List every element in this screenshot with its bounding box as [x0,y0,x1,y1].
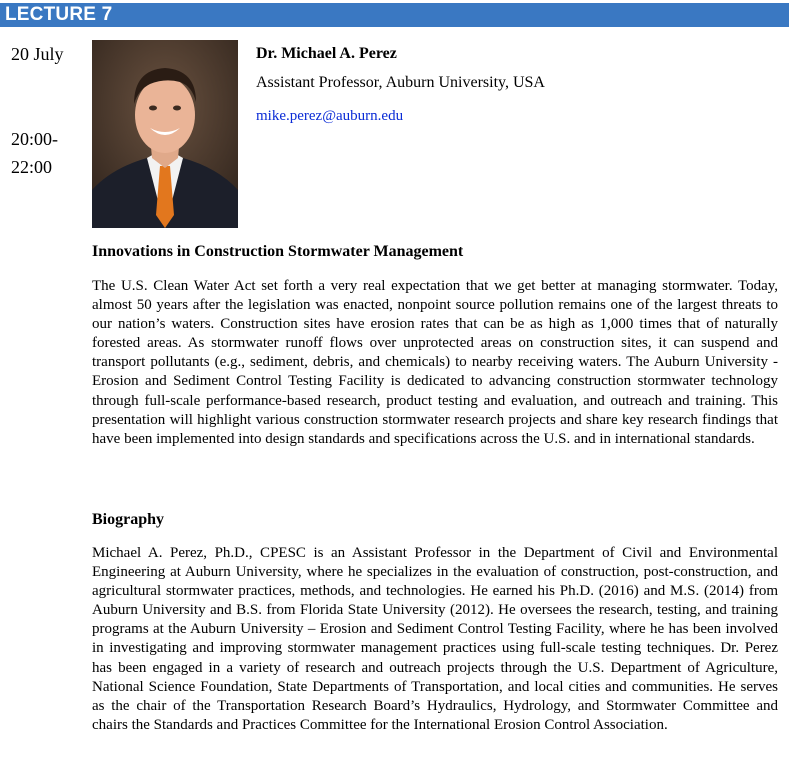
lecture-header: LECTURE 7 [0,3,789,27]
lecture-time: 20:00-22:00 [11,129,58,177]
speaker-photo [92,40,238,228]
talk-abstract: The U.S. Clean Water Act set forth a very real expectation that we get better at managing stormwater. Today, almost 50 years after the legislation was enacted, nonpoint source pollution remains one of the largest threats to our nation’s waters. Construction sites have erosion rates that can be as high as 1,000 times that of naturally forested areas. As stormwater runoff flows over unprotected areas on construction sites, it can suspend and transport pollutants (e.g., sediment, debris, and chemicals) to nearby receiving waters. The Auburn University - Erosion and Sediment Control Testing Facility is dedicated to advancing construction stormwater technology through full-scale performance-based research, product testing and evaluation, and outreach and training. This presentation will highlight various construction stormwater research projects and share key research findings that have been implemented into design standards and specifications across the U.S. and in international standards. [92,278,778,447]
speaker-email-link[interactable]: mike.perez@auburn.edu [256,108,404,124]
biography-text: Michael A. Perez, Ph.D., CPESC is an Assistant Professor in the Department of Civil and Environmental Engineering at Auburn University, where he specializes in the evaluation of construction, post-construction, and agricultural stormwater practices, methods, and technologies. He earned his Ph.D. (2016) and M.S. (2014) from Auburn University and B.S. from Florida State University (2012). He oversees the research, testing, and training programs at the Auburn University – Erosion and Sediment Control Testing Facility, where he has been involved in investigating and improving stormwater management practices using full-scale testing techniques. Dr. Perez has been engaged in a variety of research and outreach projects through the U.S. Department of Agriculture, National Science Foundation, State Departments of Transportation, and local cities and communities. He serves as the chair of the Transportation Research Board’s Hydraulics, Hydrology, and Stormwater Committee and chairs the Standards and Practices Committee for the International Erosion Control Association. [92,545,778,733]
talk-title: Innovations in Construction Stormwater Management [92,243,464,260]
biography-heading: Biography [92,511,165,528]
speaker-name: Dr. Michael A. Perez [256,45,397,62]
speaker-affiliation: Assistant Professor, Auburn University, USA [256,74,545,91]
lecture-date: 20 July [11,44,64,64]
